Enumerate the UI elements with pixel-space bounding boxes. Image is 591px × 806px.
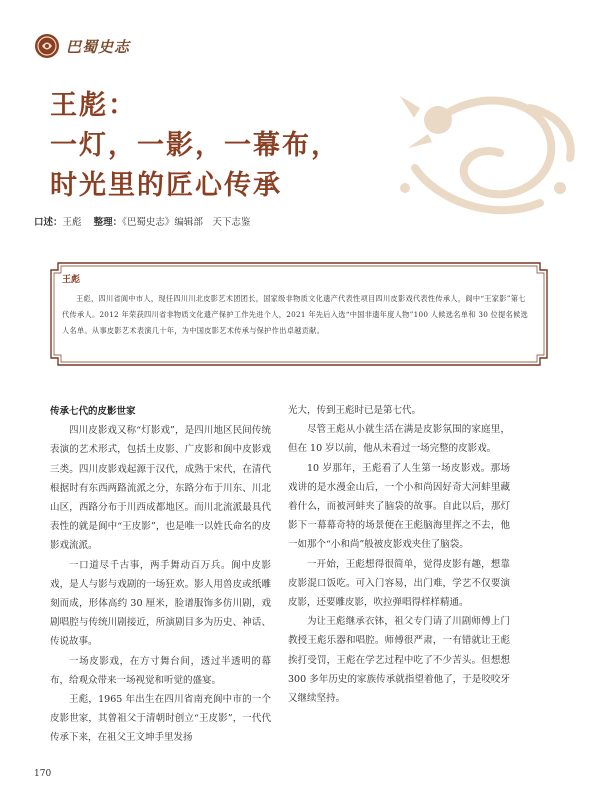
narrate-label: 口述： <box>34 217 63 228</box>
paragraph: 尽管王彪从小就生活在满是皮影氛围的家庭里，但在 10 岁以前，他从未看过一场完整的皮影戏。 <box>288 424 510 455</box>
left-column <box>50 402 271 748</box>
title-line-1: 王彪： <box>50 90 137 121</box>
profile-name: 王彪 <box>62 275 81 285</box>
credits-line <box>34 214 250 228</box>
edit-label: 整理： <box>93 217 123 228</box>
paragraph: 10 岁那年，王彪看了人生第一场皮影戏。那场戏讲的是水漫金山后，一个小和尚因好奇大河蚌里藏着什么，而被河蚌夹了脑袋的故事。自此以后，那灯影下一幕幕奇特的场景便在王彪脑海里挥之不去，他一如那个“小和尚”般被皮影戏夹住了脑袋。 <box>288 462 510 551</box>
title-line-3: 时光里的匠心传承 <box>50 170 282 201</box>
profile-content <box>62 272 532 339</box>
profile-text: 王彪，四川省阆中市人，现任四川川北皮影艺术团团长，国家级非物质文化遗产代表性项目四川皮影戏代表性传承人，阆中“王家影”第七代传承人。2012 年荣获四川省非物质文化遗产保护工作先进个人，2021 年先后入选“中国非遗年度人物”100 人候选名单和 30 位提名候选人名单。从事皮影艺术表演几十年，为中国皮影艺术传承与保护作出卓越贡献。 <box>62 294 529 335</box>
seal-icon <box>34 33 60 59</box>
page-number: 170 <box>34 769 52 779</box>
paragraph: 王彪，1965 年出生在四川省南充阆中市的一个皮影世家，其曾祖父于清朝时创立“王皮影”，一代代传承下来，在祖父王文坤手里发扬 <box>50 694 271 744</box>
paragraph: 一开始，王彪想得很简单，觉得皮影有趣，想靠皮影混口饭吃。可入门容易，出门难，学艺不仅要演皮影，还要雕皮影，吹拉弹唱得样样精通。 <box>288 558 510 609</box>
dragon-decoration-icon <box>380 78 585 228</box>
editor-name: 《巴蜀史志》编辑部 天下志鉴 <box>122 217 251 228</box>
brand-header <box>34 33 130 59</box>
title-line-2: 一灯，一影，一幕布， <box>50 130 340 161</box>
article-title <box>50 86 340 206</box>
profile-box <box>50 262 548 366</box>
paragraph: 一场皮影戏，在方寸舞台间，透过半透明的幕布，给观众带来一场视觉和听觉的盛宴。 <box>50 655 271 686</box>
paragraph: 光大，传到王彪时已是第七代。 <box>288 405 422 416</box>
narrator-name: 王彪 <box>62 217 82 228</box>
paragraph: 四川皮影戏又称“灯影戏”，是四川地区民间传统表演的艺术形式，包括土皮影、广皮影和阆中皮影戏三类。四川皮影戏起源于汉代，成熟于宋代，在清代根据时有东西两路流派之分，东路分布于川东、川北山区，西路分布于川西成都地区。而川北流派最具代表性的就是阆中“王皮影”，也是唯一以姓氏命名的皮影戏流派。 <box>50 425 271 552</box>
brand-title: 巴蜀史志 <box>66 37 131 56</box>
paragraph: 一口道尽千古事，两手舞动百万兵。阆中皮影戏，是人与影与戏剧的一场狂欢。影人用兽皮或纸雕刻而成，形体高约 30 厘米，脸谱服饰多仿川剧，戏剧唱腔与传统川剧接近，所演剧目多为历史、神话、传说故事。 <box>50 559 271 648</box>
paragraph: 为让王彪继承衣钵，祖父专门请了川剧师傅上门教授王彪乐器和唱腔。师傅很严肃，一有错就让王彪挨打受罚，王彪在学艺过程中吃了不少苦头。但想想 300 多年历史的家族传承就指望着他了，于是咬咬牙又继续坚持。 <box>288 616 510 705</box>
section-heading: 传承七代的皮影世家 <box>50 406 136 417</box>
right-column <box>288 401 510 708</box>
